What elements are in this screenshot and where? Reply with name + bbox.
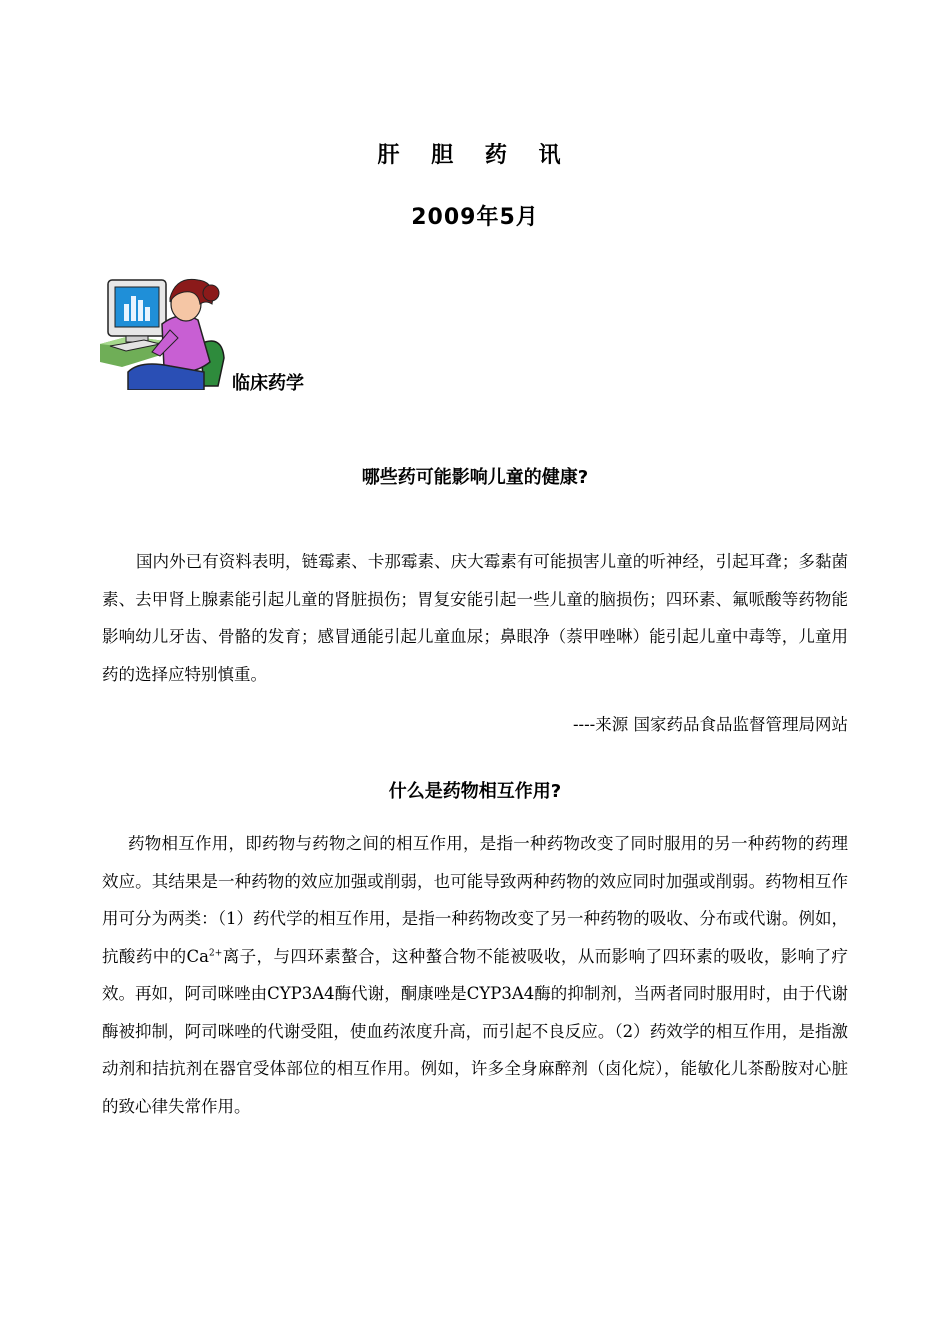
woman-at-computer-icon xyxy=(100,274,230,390)
document-title: 肝 胆 药 讯 xyxy=(377,143,573,168)
article-body-text: 药物相互作用，即药物与药物之间的相互作用，是指一种药物改变了同时服用的另一种药物的药理效应。其结果是一种药物的效应加强或削弱，也可能导致两种药物的效应同时加强或削弱。药物相互作用可分为两类：（1）药代学的相互作用，是指一种药物改变了另一种药物的吸收、分布或代谢。例如，抗酸药中的Ca xyxy=(102,834,848,966)
article-heading: 什么是药物相互作用? xyxy=(388,781,562,802)
article-body-text: 离子，与四环素螯合，这种螯合物不能被吸收，从而影响了四环素的吸收，影响了疗效。再如，阿司咪唑由CYP3A4酶代谢，酮康唑是CYP3A4酶的抑制剂，当两者同时服用时，由于代谢酶被抑制，阿司咪唑的代谢受阻，使血药浓度升高，而引起不良反应。（2）药效学的相互作用，是指激动剂和拮抗剂在器官受体部位的相互作用。例如，许多全身麻醉剂（卤化烷），能敏化儿茶酚胺对心脏的致心律失常作用。 xyxy=(102,946,848,1116)
section-label: 临床药学 xyxy=(232,373,304,394)
document-date: 2009年5月 xyxy=(411,205,539,230)
article-heading: 哪些药可能影响儿童的健康? xyxy=(361,467,589,488)
article-body xyxy=(102,825,848,1125)
article-source: ----来源 国家药品食品监督管理局网站 xyxy=(572,715,848,734)
ion-charge-superscript: 2+ xyxy=(209,948,223,958)
article-body: 国内外已有资料表明，链霉素、卡那霉素、庆大霉素有可能损害儿童的听神经，引起耳聋；多黏菌素、去甲肾上腺素能引起儿童的肾脏损伤；胃复安能引起一些儿童的脑损伤；四环素、氟哌酸等药物能影响幼儿牙齿、骨骼的发育；感冒通能引起儿童血尿；鼻眼净（萘甲唑啉）能引起儿童中毒等，儿童用药的选择应特别慎重。 xyxy=(102,552,848,684)
